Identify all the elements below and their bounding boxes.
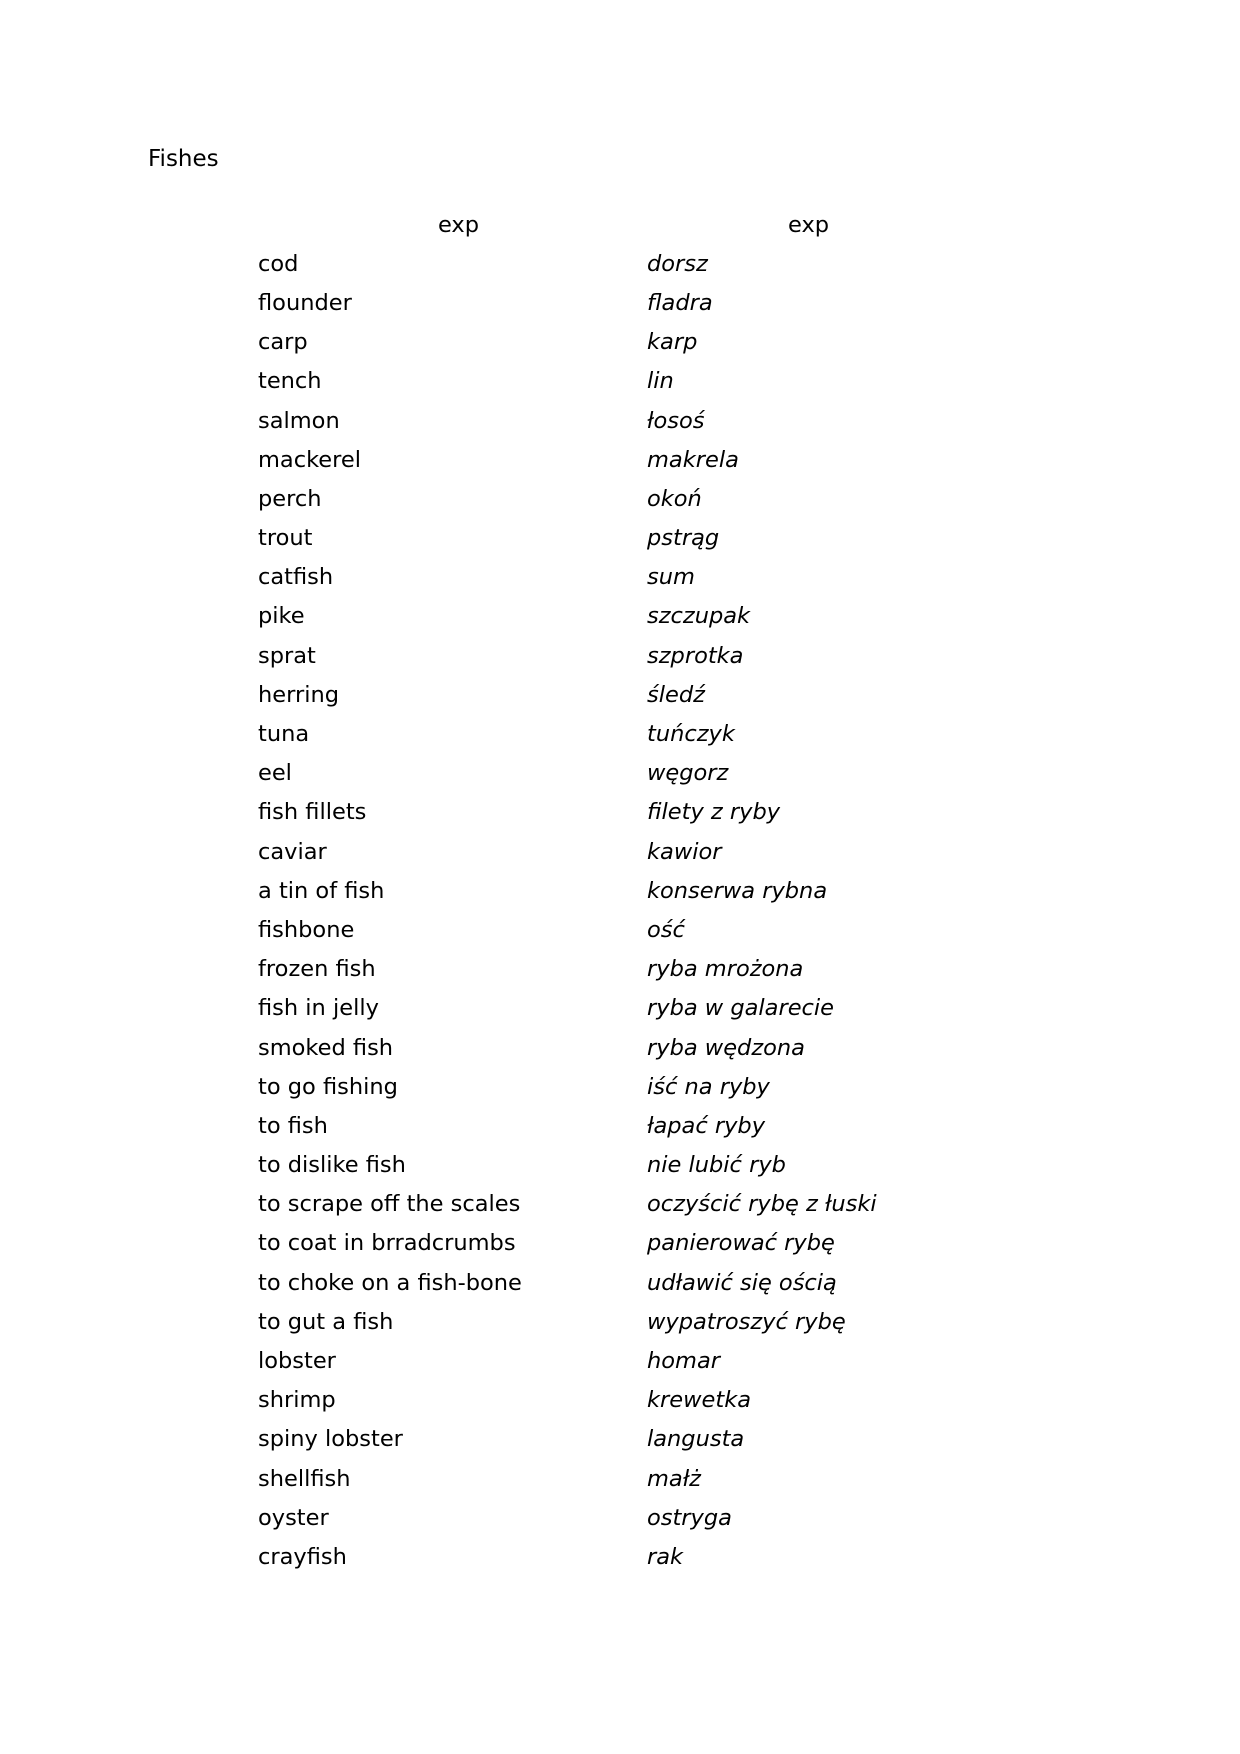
- table-row: [258, 871, 958, 910]
- polish-term: małż: [647, 1465, 701, 1492]
- polish-term: kawior: [647, 838, 722, 865]
- polish-term: fladra: [647, 289, 713, 316]
- polish-term: homar: [647, 1348, 720, 1375]
- english-term: catfish: [258, 564, 334, 591]
- english-term: lobster: [258, 1348, 336, 1375]
- polish-term: wypatroszyć rybę: [647, 1308, 846, 1335]
- polish-term: okoń: [647, 485, 702, 512]
- table-row: [258, 1067, 958, 1106]
- polish-term: iść na ryby: [647, 1073, 770, 1100]
- english-term: oyster: [258, 1504, 329, 1531]
- polish-term: sum: [647, 564, 695, 591]
- header-left-label: exp: [437, 211, 480, 238]
- table-row: [258, 1498, 958, 1537]
- table-row: [258, 950, 958, 989]
- english-term: trout: [258, 525, 313, 552]
- table-row: [258, 910, 958, 949]
- table-row: [258, 1146, 958, 1185]
- table-row: [258, 401, 958, 440]
- polish-term: filety z ryby: [647, 799, 781, 826]
- polish-term: krewetka: [647, 1387, 752, 1414]
- english-term: flounder: [258, 289, 352, 316]
- english-term: to fish: [258, 1112, 328, 1139]
- table-row: [258, 479, 958, 518]
- english-term: carp: [258, 329, 308, 356]
- table-row: [258, 754, 958, 793]
- polish-term: łapać ryby: [647, 1112, 766, 1139]
- polish-term: węgorz: [647, 760, 729, 787]
- polish-term: ość: [647, 916, 685, 943]
- english-term: eel: [258, 760, 292, 787]
- english-term: to gut a fish: [258, 1308, 394, 1335]
- english-term: to go fishing: [258, 1073, 398, 1100]
- english-term: sprat: [258, 642, 316, 669]
- vocabulary-table: [258, 205, 958, 1577]
- english-term: salmon: [258, 407, 340, 434]
- table-row: [258, 440, 958, 479]
- polish-term: ryba mrożona: [647, 956, 804, 983]
- page-title: Fishes: [148, 146, 219, 172]
- table-row: [258, 1224, 958, 1263]
- polish-term: ryba wędzona: [647, 1034, 805, 1061]
- english-term: to coat in brradcrumbs: [258, 1230, 516, 1257]
- english-term: smoked fish: [258, 1034, 394, 1061]
- polish-term: śledź: [647, 681, 705, 708]
- table-row: [258, 1263, 958, 1302]
- polish-term: tuńczyk: [647, 721, 735, 748]
- table-row: [258, 793, 958, 832]
- table-row: [258, 1420, 958, 1459]
- table-row: [258, 989, 958, 1028]
- polish-term: rak: [647, 1543, 684, 1570]
- polish-term: lin: [647, 368, 674, 395]
- table-row: [258, 1185, 958, 1224]
- polish-term: dorsz: [647, 250, 708, 277]
- polish-term: udławić się ością: [647, 1269, 837, 1296]
- english-term: tuna: [258, 721, 310, 748]
- english-term: shellfish: [258, 1465, 351, 1492]
- english-term: caviar: [258, 838, 327, 865]
- table-row: [258, 1302, 958, 1341]
- table-row: [258, 1028, 958, 1067]
- english-term: to choke on a fish-bone: [258, 1269, 522, 1296]
- polish-term: panierować rybę: [647, 1230, 835, 1257]
- table-row: [258, 362, 958, 401]
- table-header-row: [258, 205, 958, 244]
- table-row: [258, 558, 958, 597]
- polish-term: nie lubić ryb: [647, 1152, 786, 1179]
- table-row: [258, 714, 958, 753]
- polish-term: ryba w galarecie: [647, 995, 835, 1022]
- polish-term: makrela: [647, 446, 739, 473]
- table-row: [258, 244, 958, 283]
- english-term: shrimp: [258, 1387, 336, 1414]
- english-term: perch: [258, 485, 322, 512]
- table-row: [258, 1381, 958, 1420]
- table-row: [258, 323, 958, 362]
- table-row: [258, 597, 958, 636]
- table-row: [258, 1341, 958, 1380]
- polish-term: szprotka: [647, 642, 744, 669]
- english-term: cod: [258, 250, 299, 277]
- polish-term: łosoś: [647, 407, 705, 434]
- polish-term: pstrąg: [647, 525, 720, 552]
- english-term: a tin of fish: [258, 877, 385, 904]
- english-term: frozen fish: [258, 956, 376, 983]
- table-row: [258, 832, 958, 871]
- table-row: [258, 1106, 958, 1145]
- english-term: tench: [258, 368, 322, 395]
- table-row: [258, 675, 958, 714]
- polish-term: karp: [647, 329, 698, 356]
- header-right: exp: [788, 211, 830, 238]
- english-term: herring: [258, 681, 340, 708]
- polish-term: szczupak: [647, 603, 751, 630]
- english-term: to dislike fish: [258, 1152, 406, 1179]
- english-term: fishbone: [258, 916, 355, 943]
- polish-term: langusta: [647, 1426, 745, 1453]
- english-term: fish fillets: [258, 799, 367, 826]
- english-term: pike: [258, 603, 305, 630]
- polish-term: ostryga: [647, 1504, 732, 1531]
- table-row: [258, 283, 958, 322]
- english-term: fish in jelly: [258, 995, 379, 1022]
- table-row: [258, 636, 958, 675]
- vocabulary-rows: [258, 244, 958, 1576]
- polish-term: konserwa rybna: [647, 877, 828, 904]
- table-row: [258, 1459, 958, 1498]
- table-row: [258, 519, 958, 558]
- polish-term: oczyścić rybę z łuski: [647, 1191, 877, 1218]
- header-left: [258, 212, 647, 238]
- english-term: mackerel: [258, 446, 361, 473]
- english-term: spiny lobster: [258, 1426, 403, 1453]
- table-row: [258, 1537, 958, 1576]
- english-term: crayfish: [258, 1543, 347, 1570]
- english-term: to scrape off the scales: [258, 1191, 521, 1218]
